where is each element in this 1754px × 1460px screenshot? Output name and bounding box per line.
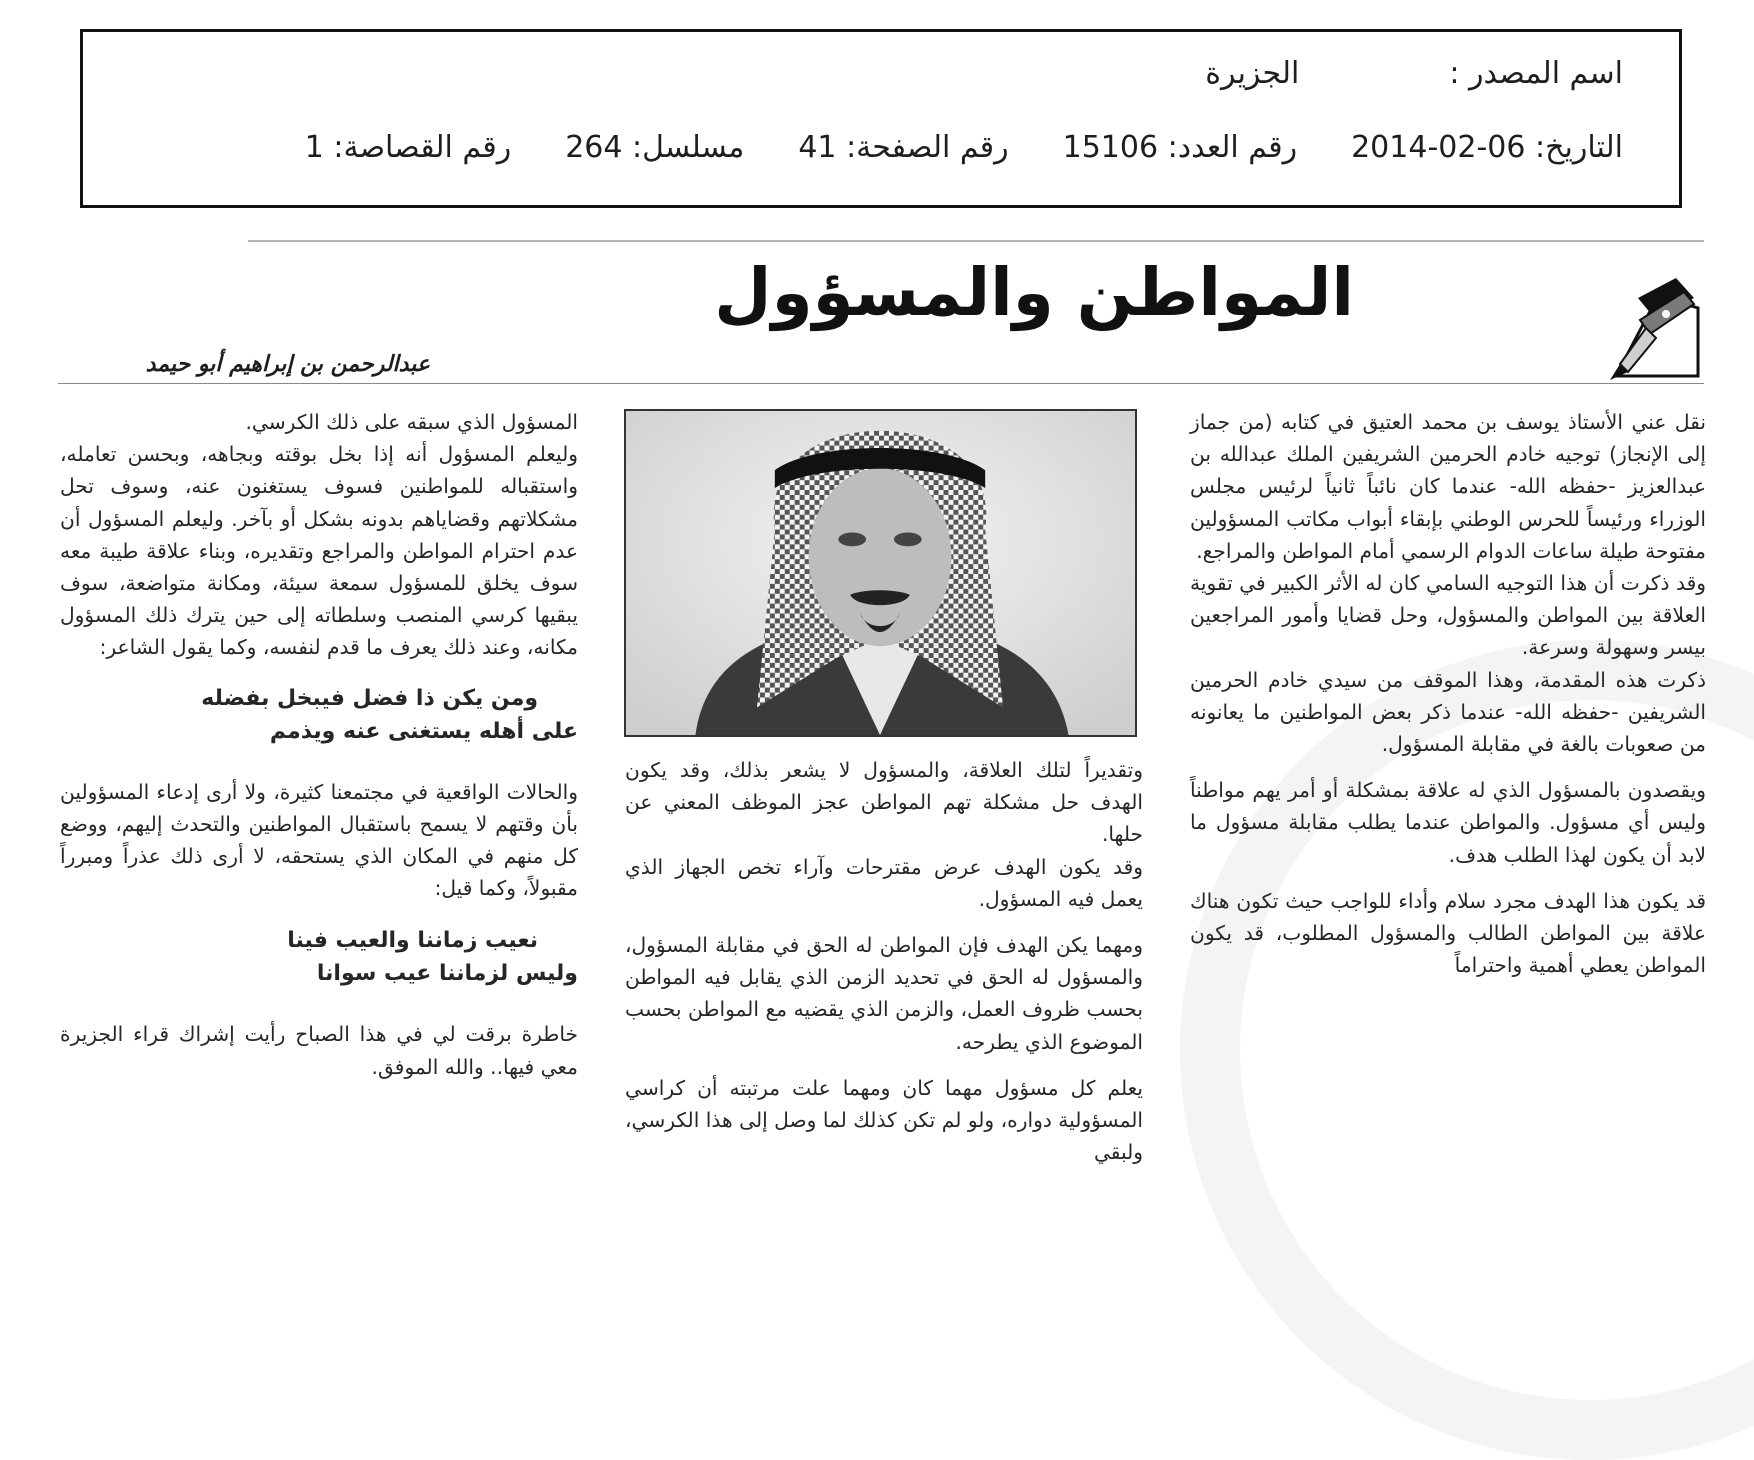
paragraph: وقد يكون الهدف عرض مقترحات وآراء تخص الجهاز الذي يعمل فيه المسؤول. xyxy=(625,854,1143,911)
serial-field: مسلسل: 264 xyxy=(565,130,745,165)
page-number-field: رقم الصفحة: 41 xyxy=(798,130,1009,165)
poem-verse-line: ومن يكن ذا فضل فيبخل بفضله xyxy=(201,685,538,711)
paragraph: والحالات الواقعية في مجتمعنا كثيرة، ولا أرى إدعاء المسؤولين بأن وقتهم لا يسمح باستقبال المواطنين والتحدث إليهم، ووضع كل منهم في المكان الذي يستحقه، لا أرى ذلك عذراً ومبرراً مقبولاً، وكما قيل: xyxy=(60,779,578,901)
paragraph: وتقديراً لتلك العلاقة، والمسؤول لا يشعر بذلك، وقد يكون الهدف حل مشكلة تهم المواطن عجز الموظف المعني عن حلها. xyxy=(625,758,1143,847)
paragraph: وليعلم المسؤول أنه إذا بخل بوقته وبجاهه، وبحسن تعامله، واستقباله للمواطنين فسوف يستغنون عنه، وسوف تحل مشكلاتهم وقضاياهم بدونه بشكل أو بآخر. وليعلم المسؤول أن عدم احترام المواطن والمراجع وتقديره، وبناء علاقة طيبة معه سوف يخلق للمسؤول سمعة سيئة، ومكانة متواضعة، سوف يبقيها كرسي المنصب وسلطاته إلى حين يترك ذلك المسؤول مكانه، وعند ذلك يعرف ما قدم لنفسه، وكما يقول الشاعر: xyxy=(60,442,578,660)
clip-number-field: رقم القصاصة: 1 xyxy=(304,130,512,165)
clipping-metadata-box xyxy=(80,29,1682,208)
article-column-left xyxy=(60,406,578,1083)
issue-details-row xyxy=(139,130,1623,165)
paragraph: خاطرة برقت لي في هذا الصباح رأيت إشراك قراء الجزيرة معي فيها.. والله الموفق. xyxy=(60,1022,578,1079)
paragraph: قد يكون هذا الهدف مجرد سلام وأداء للواجب حيث تكون هناك علاقة بين المواطن الطالب والمسؤول المطلوب، قد يكون المواطن يعطي أهمية واحتراماً xyxy=(1190,888,1706,978)
paragraph: يعلم كل مسؤول مهما كان ومهما علت مرتبته أن كراسي المسؤولية دواره، ولو لم تكن كذلك لما وصل إلى هذا الكرسي، ولبقي xyxy=(625,1075,1143,1165)
paragraph: وقد ذكرت أن هذا التوجيه السامي كان له الأثر الكبير في تقوية العلاقة بين المواطن والمسؤول، وحل قضايا وأمور المراجعين بيسر وسهولة وسرعة. xyxy=(1190,571,1706,660)
paragraph: المسؤول الذي سبقه على ذلك الكرسي. xyxy=(245,410,578,434)
date-field: التاريخ: 06-02-2014 xyxy=(1351,130,1623,165)
paragraph: نقل عني الأستاذ يوسف بن محمد العتيق في كتابه (من جماز إلى الإنجاز) توجيه خادم الحرمين الشريفين الملك عبدالله بن عبدالعزيز -حفظه الله- عندما كان نائباً ثانياً لرئيس مجلس الوزراء ورئيساً للحرس الوطني بإبقاء أبواب مكاتب المسؤولين مفتوحة طيلة ساعات الدوام الرسمي أمام المواطن والمراجع. xyxy=(1190,410,1706,563)
article-column-right xyxy=(1190,406,1706,981)
article-column-middle xyxy=(625,754,1143,1168)
poem-verse-line: على أهله يستغنى عنه ويذمم xyxy=(269,718,578,744)
source-label: اسم المصدر : xyxy=(1449,56,1623,91)
header-divider xyxy=(248,240,1704,242)
paragraph: ذكرت هذه المقدمة، وهذا الموقف من سيدي خادم الحرمين الشريفين -حفظه الله- عندما ذكر بعض المواطنين ما يعانونه من صعوبات بالغة في مقابلة المسؤول. xyxy=(1190,667,1706,757)
paragraph: ومهما يكن الهدف فإن المواطن له الحق في مقابلة المسؤول، والمسؤول له الحق في تحديد الزمن الذي يقابل فيه المواطن بحسب ظروف العمل، والزمن الذي يقضيه مع المواطن بحسب الموضوع الذي يطرحه. xyxy=(625,933,1143,1054)
source-row xyxy=(139,56,1623,91)
article-title: المواطن والمسؤول xyxy=(714,254,1354,331)
source-value: الجزيرة xyxy=(1205,56,1300,91)
poem-verse-line: نعيب زماننا والعيب فينا xyxy=(287,928,538,954)
article-author: عبدالرحمن بن إبراهيم أبو حيمد xyxy=(145,352,430,377)
byline-divider xyxy=(58,383,1704,384)
paragraph: ويقصدون بالمسؤول الذي له علاقة بمشكلة أو أمر يهم مواطناً وليس أي مسؤول. والمواطن عندما يطلب مقابلة مسؤول ما لابد أن يكون لهذا الطلب هدف. xyxy=(1190,778,1706,867)
pen-icon xyxy=(1598,268,1708,386)
issue-number-field: رقم العدد: 15106 xyxy=(1062,130,1298,165)
portrait-photo xyxy=(624,409,1137,737)
poem-verse-line: وليس لزماننا عيب سوانا xyxy=(316,961,578,987)
